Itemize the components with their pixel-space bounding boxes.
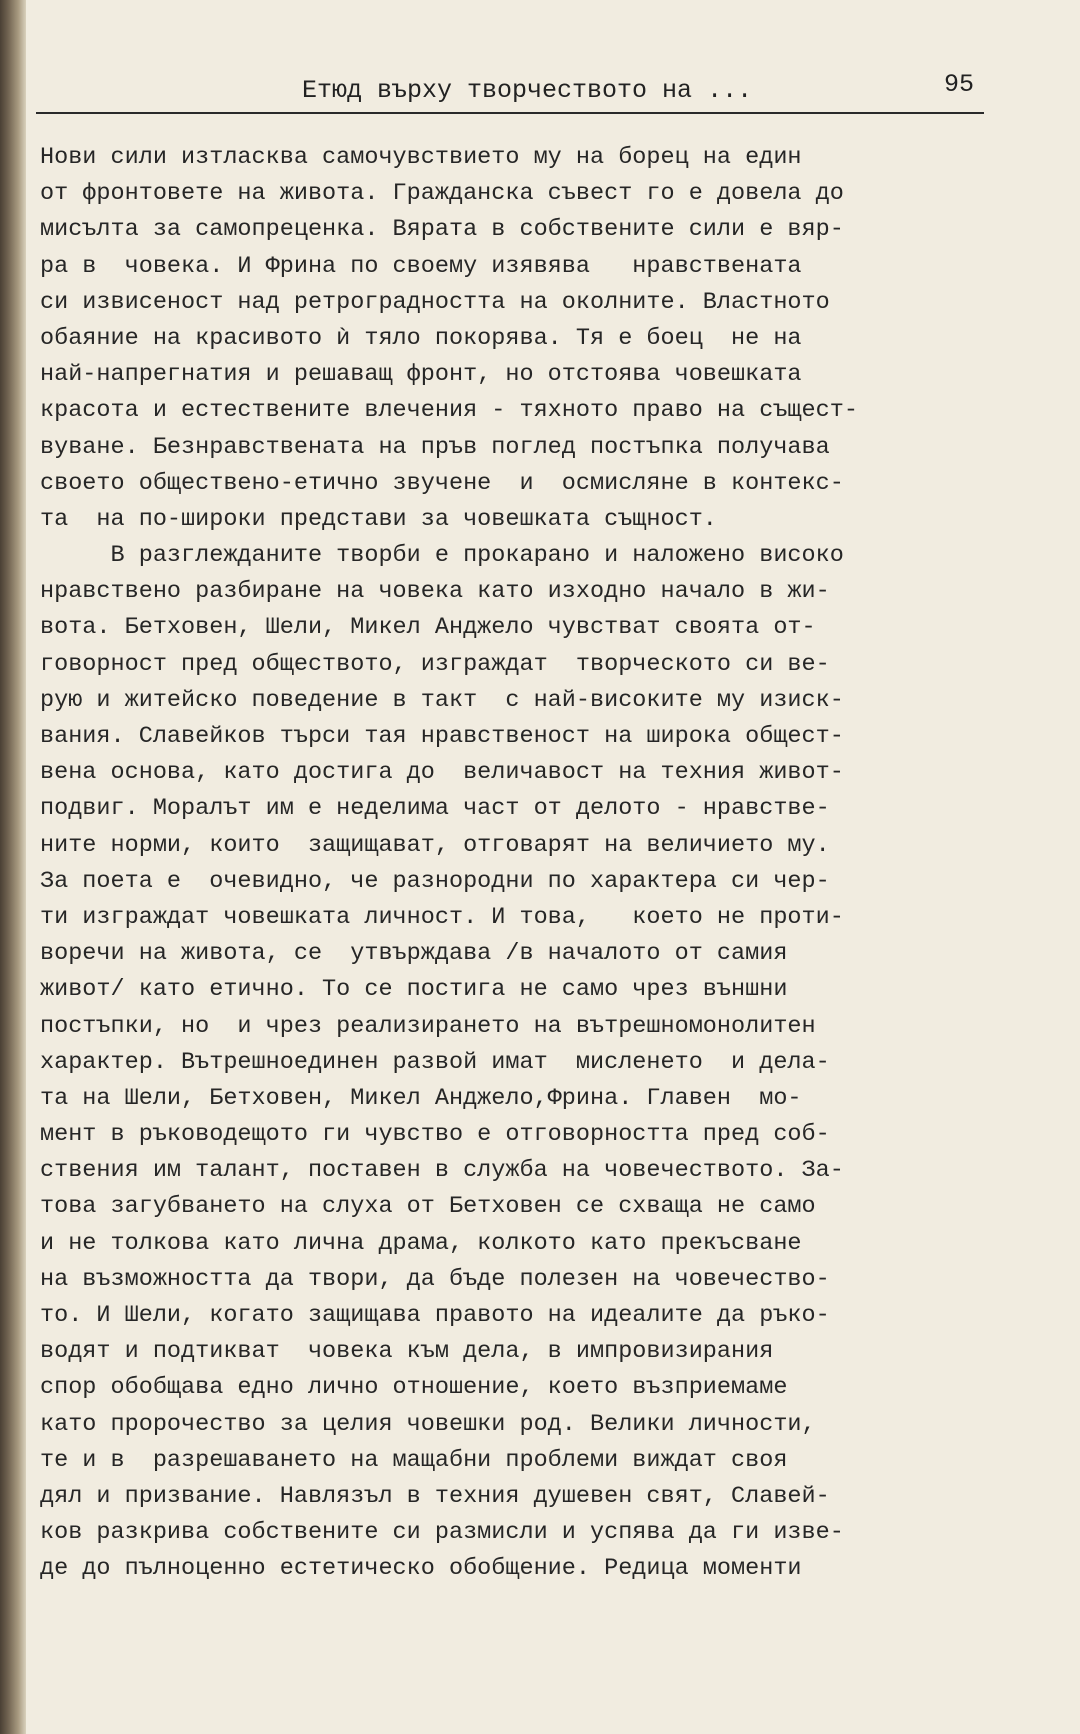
text-line: от фронтовете на живота. Гражданска съвест го е довела до xyxy=(40,180,844,208)
text-line: рую и житейско поведение в такт с най-високите му изиск- xyxy=(40,686,844,714)
text-line: За поета е очевидно, че разнородни по характера си чер- xyxy=(40,867,830,895)
text-line: воречи на живота, се утвърждава /в началото от самия xyxy=(40,940,788,968)
running-title: Етюд върху творчеството на ... xyxy=(302,76,753,105)
text-line: В разглежданите творби е прокарано и наложено високо xyxy=(40,542,844,570)
text-line: и не толкова като лична драма, колкото като прекъсване xyxy=(40,1229,802,1257)
text-line: на възможността да твори, да бъде полезен на човечество- xyxy=(40,1265,830,1293)
text-line: красота и естествените влечения - тяхното право на същест- xyxy=(40,397,858,425)
text-line: живот/ като етично. То се постига не само чрез външни xyxy=(40,976,788,1004)
text-line: дял и призвание. Навлязъл в техния душевен свят, Славей- xyxy=(40,1482,830,1510)
text-line: като пророчество за целия човешки род. Велики личности, xyxy=(40,1410,816,1438)
text-line: вена основа, като достига до величавост на техния живот- xyxy=(40,759,844,787)
text-line: ков разкрива собствените си размисли и успява да ги изве- xyxy=(40,1519,844,1547)
text-line: вуване. Безнравствената на пръв поглед постъпка получава xyxy=(40,433,830,461)
text-line: обаяние на красивото ѝ тяло покорява. Тя е боец не на xyxy=(40,324,802,352)
text-line: вания. Славейков търси тая нравственост на широка общест- xyxy=(40,723,844,750)
text-line: та на по-широки представи за човешката същност. xyxy=(40,505,717,533)
text-line: говорност пред обществото, изграждат творческото си ве- xyxy=(40,650,830,678)
text-line: спор обобщава едно лично отношение, което възприемаме xyxy=(40,1374,788,1402)
text-line: ра в човека. И Фрина по своему изявява нравствената xyxy=(40,252,802,280)
text-line: постъпки, но и чрез реализирането на вътрешномонолитен xyxy=(40,1012,816,1040)
text-line: та на Шели, Бетховен, Микел Анджело,Фрина. Главен мо- xyxy=(40,1084,802,1112)
text-line: характер. Вътрешноединен развой имат мисленето и дела- xyxy=(40,1048,830,1076)
book-spine-shadow xyxy=(0,0,26,1734)
text-line: си извисеност над ретроградността на околните. Властното xyxy=(40,288,830,316)
text-line: мент в ръководещото ги чувство е отговорността пред соб- xyxy=(40,1121,830,1149)
text-line: ствения им талант, поставен в служба на човечеството. За- xyxy=(40,1157,844,1185)
text-line: най-напрегнатия и решаващ фронт, но отстоява човешката xyxy=(40,361,802,389)
text-line: своето обществено-етично звучене и осмисляне в контекс- xyxy=(40,469,844,497)
text-line: мисълта за самопреценка. Вярата в собствените сили е вяр- xyxy=(40,216,844,244)
text-line: това загубването на слуха от Бетховен се схваща не само xyxy=(40,1193,816,1221)
text-line: водят и подтикват човека към дела, в импровизирания xyxy=(40,1338,774,1366)
text-line: ните норми, които защищават, отговарят на величието му. xyxy=(40,831,830,859)
body-text xyxy=(40,140,990,1588)
text-line: вота. Бетховен, Шели, Микел Анджело чувстват своята от- xyxy=(40,614,816,642)
running-header xyxy=(36,68,984,114)
page-number: 95 xyxy=(944,70,975,99)
text-line: Нови сили изтласква самочувствието му на борец на един xyxy=(40,144,802,171)
text-line: нравствено разбиране на човека като изходно начало в жи- xyxy=(40,578,830,606)
text-line: ти изграждат човешката личност. И това, което не проти- xyxy=(40,903,844,931)
text-line: де до пълноценно естетическо обобщение. Редица моменти xyxy=(40,1555,802,1583)
text-line: подвиг. Моралът им е неделима част от делото - нравстве- xyxy=(40,795,830,823)
text-line: те и в разрешаването на мащабни проблеми виждат своя xyxy=(40,1446,788,1474)
text-line: то. И Шели, когато защищава правото на идеалите да ръко- xyxy=(40,1302,830,1329)
